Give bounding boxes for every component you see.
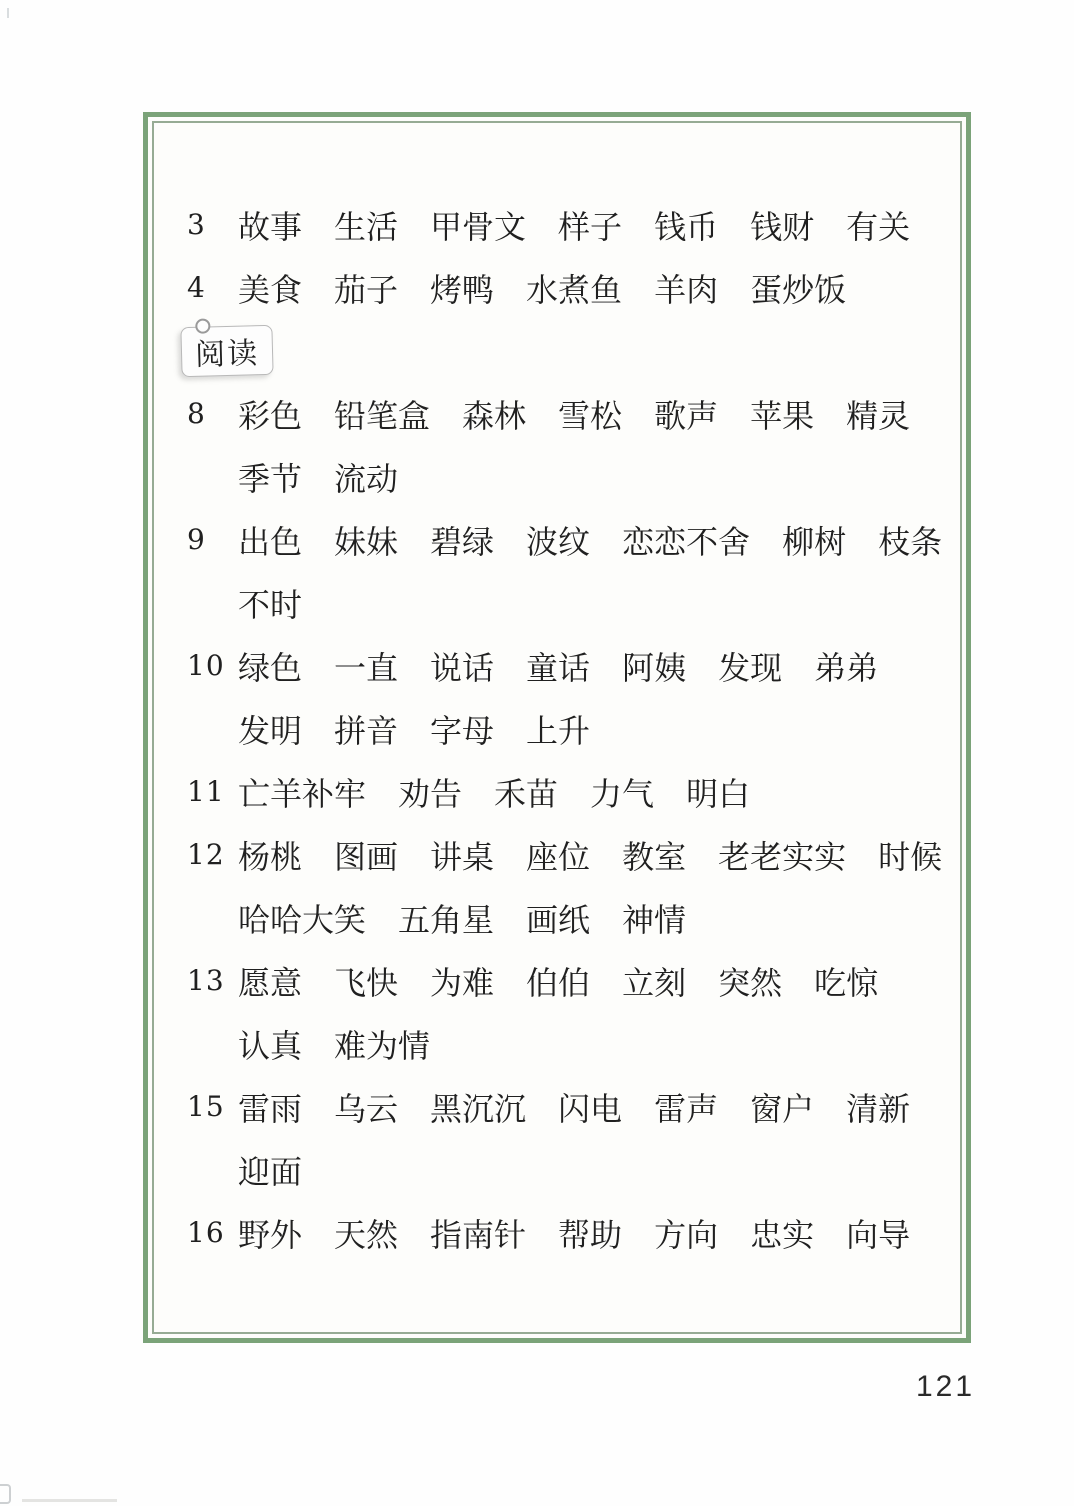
vocab-word: 说话 — [430, 648, 495, 687]
lesson-number: 15 — [187, 1090, 225, 1123]
vocab-word: 雷声 — [654, 1089, 719, 1128]
vocab-word: 出色 — [238, 522, 303, 561]
word-list-continuation-row — [187, 571, 950, 634]
vocab-word: 指南针 — [430, 1215, 527, 1254]
vocab-word: 迎面 — [238, 1152, 303, 1191]
vocab-word: 雪松 — [558, 396, 623, 435]
vocab-word: 水煮鱼 — [526, 270, 623, 309]
lesson-number: 8 — [187, 397, 206, 430]
lesson-number: 3 — [187, 208, 206, 241]
page-border-inner-rule — [152, 121, 962, 1334]
vocab-word: 哈哈大笑 — [238, 900, 367, 939]
vocab-word: 故事 — [238, 207, 303, 246]
vocab-word: 弟弟 — [814, 648, 879, 687]
lesson-number: 4 — [187, 271, 206, 304]
vocab-word: 绿色 — [238, 648, 303, 687]
vocab-word: 不时 — [238, 585, 303, 624]
vocab-word: 森林 — [462, 396, 527, 435]
vocab-word: 闪电 — [558, 1089, 623, 1128]
vocab-word: 帮助 — [558, 1215, 623, 1254]
vocab-word: 童话 — [526, 648, 591, 687]
vocab-word: 生活 — [334, 207, 399, 246]
word-list-row — [187, 823, 950, 886]
vocab-word: 五角星 — [398, 900, 495, 939]
vocab-word: 美食 — [238, 270, 303, 309]
vocab-word: 有关 — [846, 207, 911, 246]
vocab-word: 向导 — [846, 1215, 911, 1254]
vocab-word: 枝条 — [878, 522, 943, 561]
vocab-word: 劝告 — [398, 774, 463, 813]
lesson-number: 11 — [187, 775, 225, 808]
word-list-continuation-row — [187, 445, 950, 508]
vocab-word: 柳树 — [782, 522, 847, 561]
vocab-word: 彩色 — [238, 396, 303, 435]
word-list-row — [187, 1075, 950, 1138]
word-list-row — [187, 508, 950, 571]
word-list-row — [187, 256, 950, 319]
vocab-word: 杨桃 — [238, 837, 303, 876]
vocab-word: 立刻 — [622, 963, 687, 1002]
vocab-word: 一直 — [334, 648, 399, 687]
word-list-row — [187, 193, 950, 256]
vocab-word: 流动 — [334, 459, 399, 498]
vocab-word: 甲骨文 — [430, 207, 527, 246]
vocab-word: 时候 — [878, 837, 943, 876]
vocab-word: 座位 — [526, 837, 591, 876]
vocab-word: 精灵 — [846, 396, 911, 435]
vocab-word: 讲桌 — [430, 837, 495, 876]
lesson-number: 10 — [187, 649, 225, 682]
vocab-word: 天然 — [334, 1215, 399, 1254]
scan-artifact — [0, 8, 9, 18]
vocab-word: 忠实 — [750, 1215, 815, 1254]
reading-label: 阅读 — [194, 335, 260, 373]
word-list-row — [187, 634, 950, 697]
vocab-word: 钱币 — [654, 207, 719, 246]
vocab-word: 字母 — [430, 711, 495, 750]
scan-artifact — [22, 1499, 117, 1502]
vocab-word: 波纹 — [526, 522, 591, 561]
lesson-number: 13 — [187, 964, 225, 997]
vocab-word: 恋恋不舍 — [622, 522, 751, 561]
vocab-word: 清新 — [846, 1089, 911, 1128]
vocab-word: 发现 — [718, 648, 783, 687]
vocab-word: 老老实实 — [718, 837, 847, 876]
vocab-word: 季节 — [238, 459, 303, 498]
vocab-word: 野外 — [238, 1215, 303, 1254]
lesson-number: 12 — [187, 838, 225, 871]
vocab-word: 雷雨 — [238, 1089, 303, 1128]
vocab-word: 碧绿 — [430, 522, 495, 561]
vocab-word: 样子 — [558, 207, 623, 246]
vocab-word: 钱财 — [750, 207, 815, 246]
word-list-row — [187, 1201, 950, 1264]
vocab-word: 羊肉 — [654, 270, 719, 309]
pin-icon — [195, 318, 210, 333]
vocab-word: 歌声 — [654, 396, 719, 435]
vocab-word: 禾苗 — [494, 774, 559, 813]
vocab-word: 画纸 — [526, 900, 591, 939]
vocab-word: 明白 — [686, 774, 751, 813]
reading-tag — [180, 324, 273, 376]
vocab-word: 乌云 — [334, 1089, 399, 1128]
vocab-word: 妹妹 — [334, 522, 399, 561]
vocab-word: 发明 — [238, 711, 303, 750]
vocab-word: 窗户 — [750, 1089, 815, 1128]
lesson-number: 9 — [187, 523, 206, 556]
reading-label-row — [187, 319, 950, 382]
vocab-word: 烤鸭 — [430, 270, 495, 309]
vocab-word: 伯伯 — [526, 963, 591, 1002]
vocab-word: 飞快 — [334, 963, 399, 1002]
vocabulary-list — [154, 123, 960, 1332]
vocab-word: 力气 — [590, 774, 655, 813]
page-border-frame — [143, 112, 971, 1343]
word-list-row — [187, 382, 950, 445]
vocab-word: 亡羊补牢 — [238, 774, 367, 813]
vocab-word: 认真 — [238, 1026, 303, 1065]
page-number: 121 — [916, 1370, 976, 1403]
vocab-word: 方向 — [654, 1215, 719, 1254]
vocab-word: 突然 — [718, 963, 783, 1002]
word-list-row — [187, 760, 950, 823]
vocab-word: 吃惊 — [814, 963, 879, 1002]
vocab-word: 教室 — [622, 837, 687, 876]
vocab-word: 难为情 — [334, 1026, 431, 1065]
word-list-continuation-row — [187, 886, 950, 949]
vocab-word: 茄子 — [334, 270, 399, 309]
word-list-continuation-row — [187, 1138, 950, 1201]
word-list-continuation-row — [187, 697, 950, 760]
lesson-number: 16 — [187, 1216, 225, 1249]
vocab-word: 为难 — [430, 963, 495, 1002]
vocab-word: 苹果 — [750, 396, 815, 435]
vocab-word: 铅笔盒 — [334, 396, 431, 435]
vocab-word: 神情 — [622, 900, 687, 939]
vocab-word: 上升 — [526, 711, 591, 750]
scan-artifact — [0, 1484, 11, 1504]
word-list-row — [187, 949, 950, 1012]
word-list-continuation-row — [187, 1012, 950, 1075]
vocab-word: 拼音 — [334, 711, 399, 750]
vocab-word: 蛋炒饭 — [750, 270, 847, 309]
vocab-word: 黑沉沉 — [430, 1089, 527, 1128]
vocab-word: 愿意 — [238, 963, 303, 1002]
vocab-word: 图画 — [334, 837, 399, 876]
vocab-word: 阿姨 — [622, 648, 687, 687]
